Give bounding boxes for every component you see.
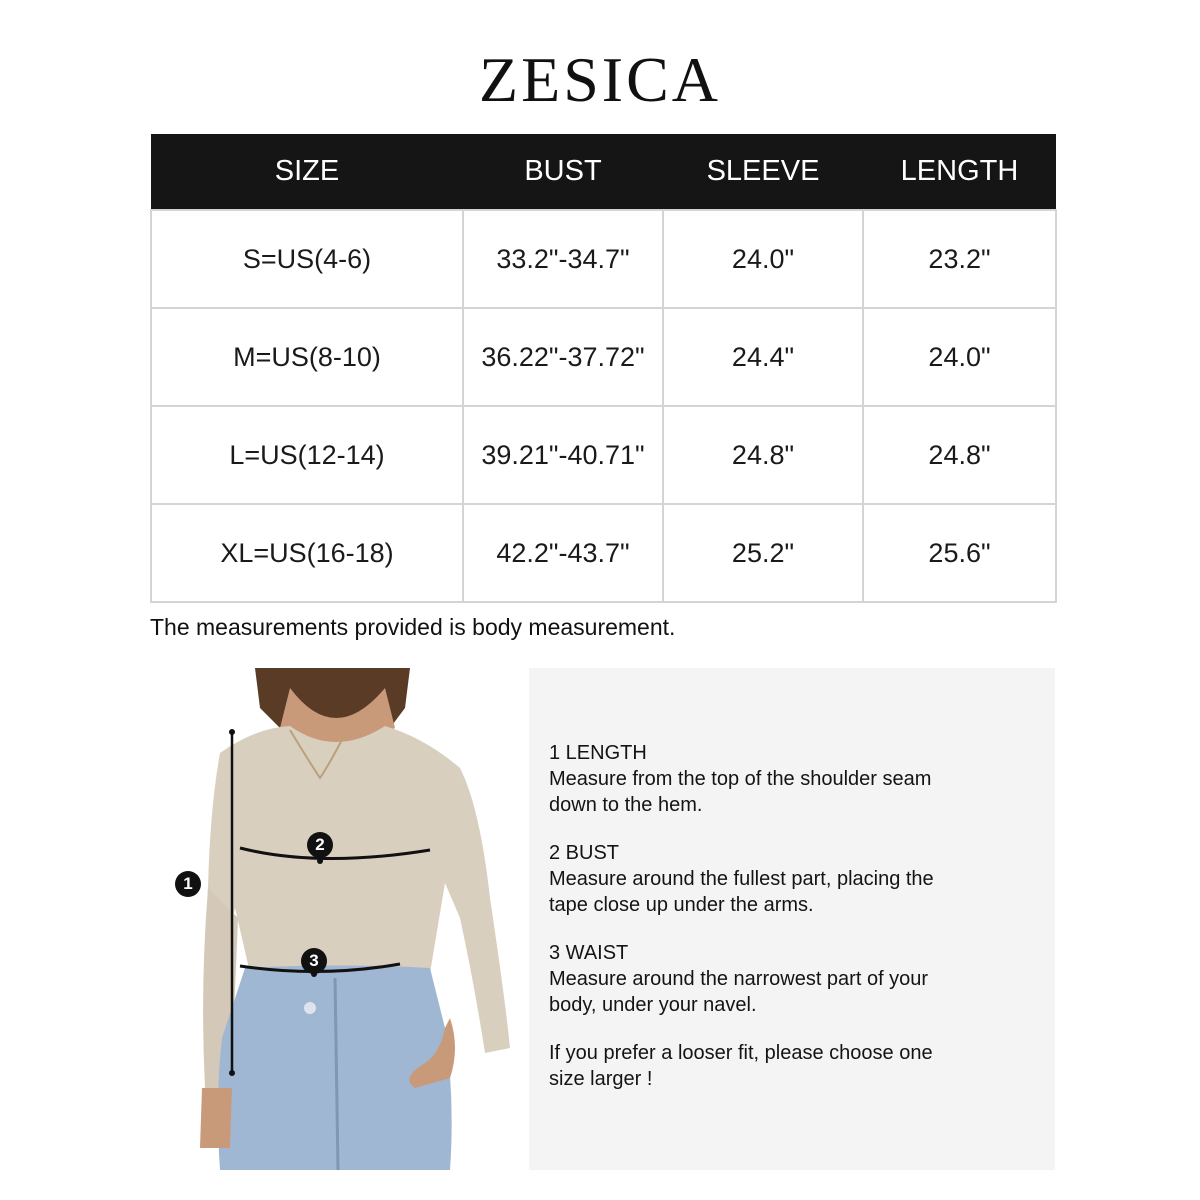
guide-item-waist [549,940,969,1018]
guide-heading: 2 BUST [549,842,620,864]
cell-sleeve: 25.2" [663,504,863,602]
guide-item-bust [549,840,969,918]
guide-item-length [549,740,969,818]
guide-text: Measure around the narrowest part of your body, under your navel. [549,968,929,1016]
fit-tip: If you prefer a looser fit, please choose one size larger ! [549,1042,933,1090]
table-row [151,504,1056,602]
marker-bust-icon: 2 [307,832,333,858]
guide-heading: 1 LENGTH [549,742,647,764]
cell-size: XL=US(16-18) [151,504,463,602]
cell-bust: 36.22"-37.72" [463,308,663,406]
cell-length: 23.2" [863,210,1056,308]
marker-length-icon: 1 [175,871,201,897]
header-bust: BUST [463,134,663,210]
model-illustration [160,668,520,1170]
marker-waist-icon: 3 [301,948,327,974]
cell-bust: 39.21"-40.71" [463,406,663,504]
header-length: LENGTH [863,134,1056,210]
model-measurement-figure [160,668,520,1170]
cell-bust: 42.2"-43.7" [463,504,663,602]
table-header-row [151,134,1056,210]
table-row [151,406,1056,504]
cell-length: 24.0" [863,308,1056,406]
measurement-guide [549,740,969,1092]
cell-sleeve: 24.4" [663,308,863,406]
measurement-note: The measurements provided is body measurement. [150,614,676,640]
header-size: SIZE [151,134,463,210]
cell-size: L=US(12-14) [151,406,463,504]
cell-size: S=US(4-6) [151,210,463,308]
size-chart-table [150,134,1057,603]
table-row [151,308,1056,406]
table-row [151,210,1056,308]
guide-text: Measure from the top of the shoulder seam down to the hem. [549,768,932,816]
brand-logo: ZESICA [479,44,721,115]
guide-text: Measure around the fullest part, placing the tape close up under the arms. [549,868,934,916]
cell-length: 24.8" [863,406,1056,504]
cell-bust: 33.2"-34.7" [463,210,663,308]
cell-sleeve: 24.8" [663,406,863,504]
guide-heading: 3 WAIST [549,942,629,964]
cell-size: M=US(8-10) [151,308,463,406]
cell-sleeve: 24.0" [663,210,863,308]
cell-length: 25.6" [863,504,1056,602]
header-sleeve: SLEEVE [663,134,863,210]
measurement-guide-panel [529,668,1055,1170]
